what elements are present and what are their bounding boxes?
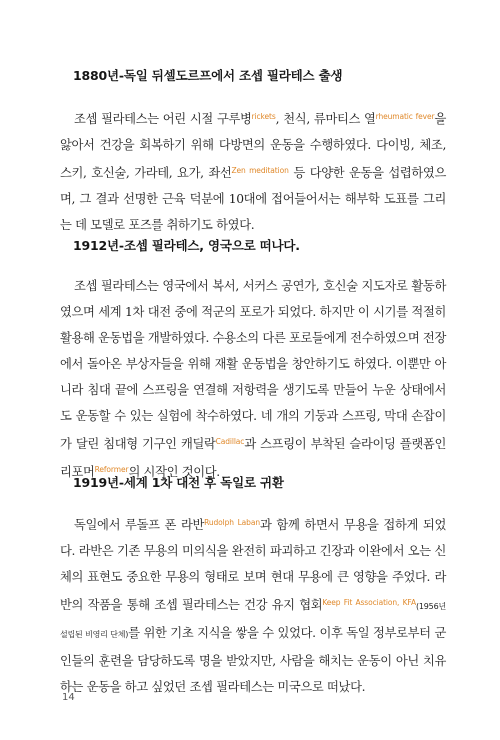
inline-note: (1956년 설립된 비영리 단체) [60,602,446,639]
page-number: 14 [62,692,75,703]
paragraph-1919: 독일에서 루돌프 폰 라반$^{Rudolph Laban}$과 함께 하면서 무용을 접하게 되었다. 라반은 기존 무용의 미의식을 완전히 파괴하고 긴장과 이완에서 오는 신체의 표현도 중요한 무용의 형태로 보며 현대 무용에 큰 영향을 주었다. 라반의 작품을 통해 조셉 필라테스는 건강 유지 협회$^{Keep Fit Association, KFA}$(1956년 설립된 비영리 단체)를 위한 기초 지식을 쌓을 수 있었다. 이후 독일 정부로부터 군인들의 훈련을 담당하도록 명을 받았지만, 사람을 해치는 운동이 아닌 치유하는 운동을 하고 싶었던 조셉 필라테스는 미국으로 떠났다. [60,518,447,694]
term-note: Rudolph Laban [204,518,260,527]
section-heading-1880: 1880년-독일 뒤셀도르프에서 조셉 필라테스 출생 [73,68,343,83]
section-heading-1919: 1919년-세계 1차 대전 후 독일로 귀환 [73,475,284,490]
term-note: Keep Fit Association, KFA [322,598,416,607]
term-note: rickets [251,112,276,121]
paragraph-1880: 조셉 필라테스는 어린 시절 구루병$^{rickets}$, 천식, 류마티스 열$^{rheumatic fever}$을 앓아서 건강을 회복하기 위해 다방면의 운동을 수행하였다. 다이빙, 체조, 스키, 호신술, 가라테, 요가, 좌선$^{Zen meditation}$ 등 다양한 운동을 섭렵하였으며, 그 결과 선명한 근육 덕분에 10대에 접어들어서는 해부학 도표를 그리는 데 모델로 포즈를 취하기도 하였다. [60,112,446,232]
term-note: Reformer [94,465,129,474]
term-note: rheumatic fever [375,112,435,121]
paragraph-1912: 조셉 필라테스는 영국에서 복서, 서커스 공연가, 호신술 지도자로 활동하였으며 세계 1차 대전 중에 적군의 포로가 되었다. 하지만 이 시기를 적절히 활용해 운동법을 개발하였다. 수용소의 다른 포로들에게 전수하였으며 전장에서 돌아온 부상자들을 위해 재활 운동법을 창안하기도 하였다. 이뿐만 아니라 침대 끝에 스프링을 연결해 저항력을 생기도록 만들어 누운 상태에서도 운동할 수 있는 실험에 착수하였다. 네 개의 기둥과 스프링, 막대 손잡이가 달린 침대형 기구인 캐딜락$^{Cadillac}$과 스프링이 부착된 슬라이딩 플랫폼인 리포머$^{Reformer}$의 시작인 것이다. [60,279,446,479]
term-note: Cadillac [215,437,245,446]
section-heading-1912: 1912년-조셉 필라테스, 영국으로 떠나다. [73,238,300,253]
term-note: Zen meditation [231,166,289,175]
